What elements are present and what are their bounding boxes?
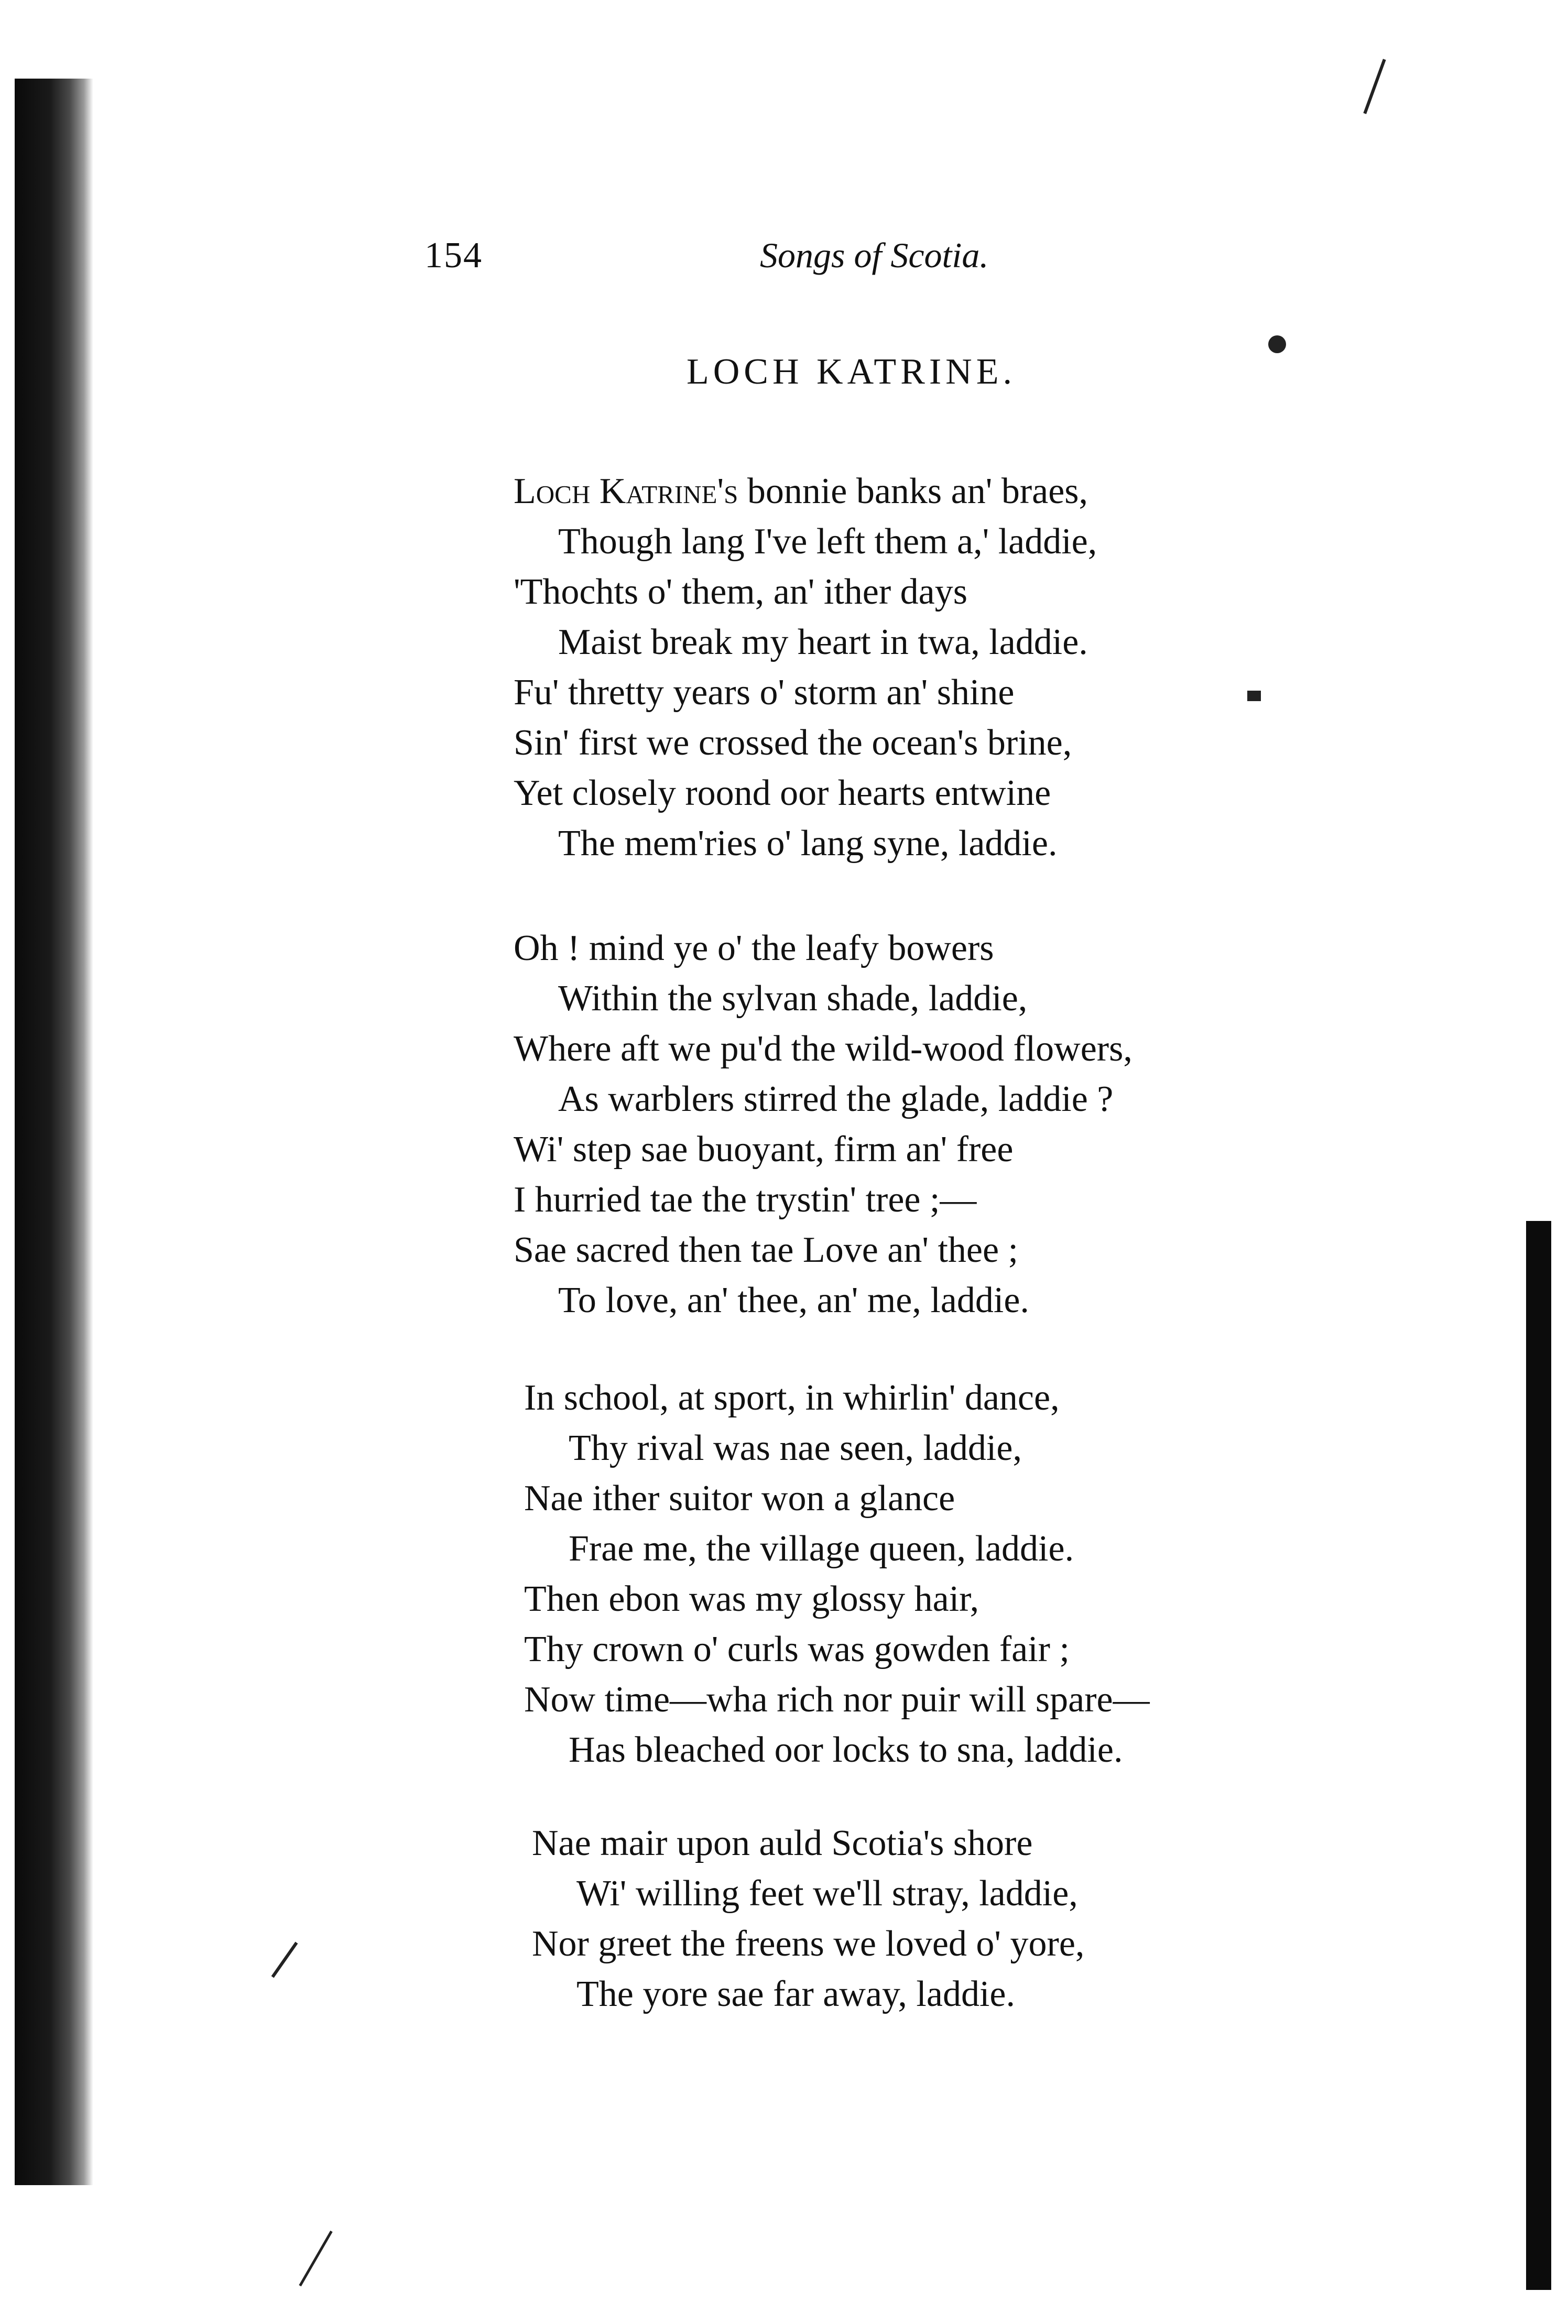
poem-line: Fu' thretty years o' storm an' shine	[514, 672, 1015, 713]
page-header	[0, 231, 1568, 288]
poem-line: Nae ither suitor won a glance	[524, 1478, 955, 1519]
poem-line: The yore sae far away, laddie.	[576, 1974, 1015, 2014]
poem-line: Nae mair upon auld Scotia's shore	[532, 1823, 1033, 1863]
scan-speck	[299, 2231, 332, 2286]
poem-line: Sae sacred then tae Love an' thee ;	[514, 1230, 1018, 1270]
poem-line: I hurried tae the trystin' tree ;—	[514, 1180, 977, 1220]
poem-line: In school, at sport, in whirlin' dance,	[524, 1378, 1060, 1418]
running-head: Songs of Scotia.	[760, 235, 989, 275]
poem-line	[514, 466, 1352, 517]
poem-line: Sin' first we crossed the ocean's brine,	[514, 723, 1072, 763]
stanza-3	[524, 1373, 1363, 1775]
poem-line: Now time—wha rich nor puir will spare—	[524, 1679, 1150, 1720]
scan-speck	[1268, 335, 1286, 353]
poem-line: Frae me, the village queen, laddie.	[569, 1529, 1074, 1569]
poem-line: Thy crown o' curls was gowden fair ;	[524, 1629, 1070, 1670]
poem-line: Oh ! mind ye o' the leafy bowers	[514, 928, 994, 968]
poem-line-opening: Loch Katrine's	[514, 471, 738, 511]
poem-line: Thy rival was nae seen, laddie,	[569, 1428, 1022, 1468]
scan-edge-bar	[1526, 1221, 1551, 2290]
poem-line: Wi' step sae buoyant, firm an' free	[514, 1129, 1014, 1170]
poem-line: Maist break my heart in twa, laddie.	[558, 622, 1088, 662]
poem-line: Then ebon was my glossy hair,	[524, 1579, 979, 1619]
poem-line: Nor greet the freens we loved o' yore,	[532, 1924, 1085, 1964]
page-number: 154	[424, 235, 483, 276]
poem-line: Wi' willing feet we'll stray, laddie,	[576, 1873, 1078, 1914]
poem-line-rest: bonnie banks an' braes,	[738, 471, 1088, 511]
poem-line: 'Thochts o' them, an' ither days	[514, 572, 967, 612]
stanza-2	[514, 923, 1352, 1326]
poem-line: The mem'ries o' lang syne, laddie.	[558, 823, 1058, 864]
poem-line: Within the sylvan shade, laddie,	[558, 978, 1028, 1019]
poem-line: Where aft we pu'd the wild-wood flowers,	[514, 1029, 1133, 1069]
stanza-4	[532, 1818, 1370, 2020]
scan-speck	[1363, 59, 1386, 114]
scan-speck	[271, 1942, 298, 1978]
poem-line: Has bleached oor locks to sna, laddie.	[569, 1730, 1123, 1770]
poem-title: LOCH KATRINE.	[687, 352, 1016, 392]
poem-line: To love, an' thee, an' me, laddie.	[558, 1280, 1029, 1321]
poem-line: Yet closely roond oor hearts entwine	[514, 773, 1051, 813]
poem-line: Though lang I've left them a,' laddie,	[558, 521, 1097, 562]
poem-line: As warblers stirred the glade, laddie ?	[558, 1079, 1114, 1119]
binding-shadow	[15, 79, 93, 2185]
stanza-1	[514, 466, 1352, 869]
